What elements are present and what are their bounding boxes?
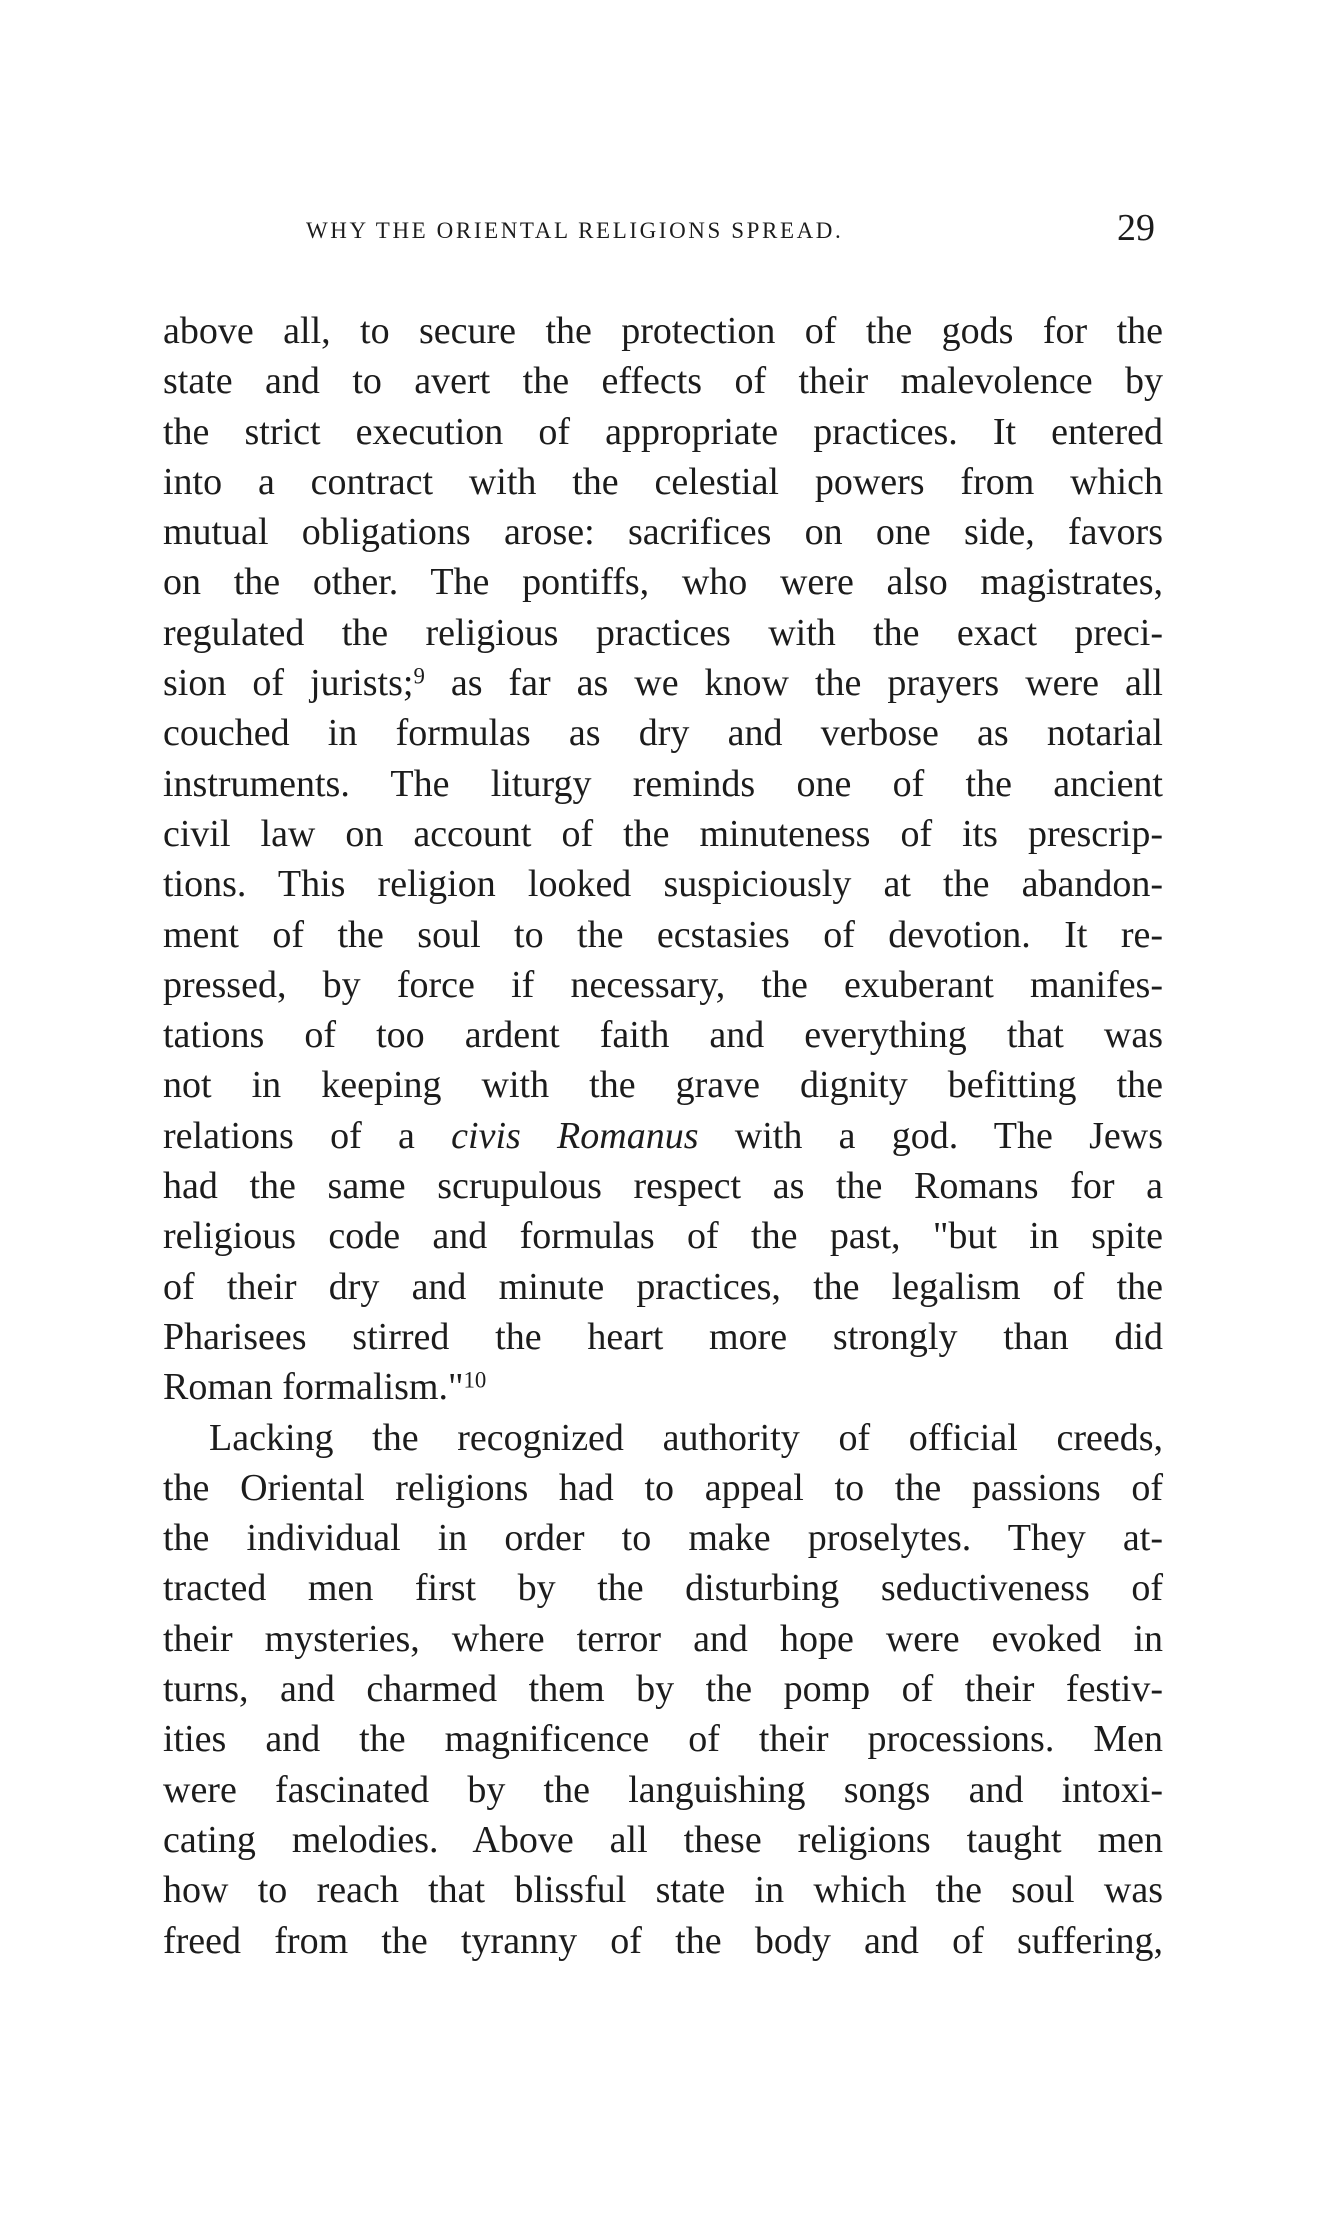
text-line: the individual in order to make proselytes. They at- (163, 1517, 1163, 1560)
text-line: civil law on account of the minuteness of its prescrip- (163, 812, 1163, 855)
page-number: 29 (1117, 207, 1155, 249)
text-line: regulated the religious practices with the exact preci- (163, 611, 1163, 654)
text-line: had the same scrupulous respect as the Romans for a (163, 1165, 1163, 1208)
italic-phrase: civis Romanus (451, 1114, 699, 1157)
text-fragment: as far as we know the prayers were all (424, 662, 1163, 705)
text-line: how to reach that blissful state in which the soul was (163, 1869, 1163, 1912)
running-head: WHY THE ORIENTAL RELIGIONS SPREAD. (306, 218, 844, 243)
body-text (163, 306, 1163, 1966)
text-line: cating melodies. Above all these religions taught men (163, 1818, 1163, 1861)
text-line: not in keeping with the grave dignity befitting the (163, 1064, 1163, 1107)
footnote-ref: 9 (413, 663, 425, 689)
paragraph-2 (163, 1413, 1163, 1966)
text-line: above all, to secure the protection of the gods for the (163, 310, 1163, 352)
text-fragment: with a god. The Jews (698, 1114, 1164, 1157)
paragraph-1 (163, 306, 1163, 1413)
text-line: their mysteries, where terror and hope were evoked in (163, 1617, 1163, 1660)
text-line: were fascinated by the languishing songs and intoxi- (163, 1768, 1163, 1811)
text-line (163, 1111, 1163, 1161)
text-fragment: relations of a (163, 1114, 452, 1157)
text-line: on the other. The pontiffs, who were also magistrates, (163, 561, 1163, 604)
text-line: couched in formulas as dry and verbose as notarial (163, 712, 1163, 755)
text-line: Lacking the recognized authority of official creeds, (209, 1416, 1163, 1459)
text-line: the strict execution of appropriate practices. It entered (163, 410, 1163, 453)
text-line: tions. This religion looked suspiciously at the abandon- (163, 863, 1163, 906)
text-line: ment of the soul to the ecstasies of devotion. It re- (163, 913, 1163, 956)
text-line: Pharisees stirred the heart more strongly than did (163, 1315, 1163, 1358)
text-line: mutual obligations arose: sacrifices on one side, favors (163, 511, 1163, 554)
footnote-ref: 10 (463, 1367, 487, 1393)
text-line: the Oriental religions had to appeal to the passions of (163, 1466, 1163, 1509)
text-fragment: sion of jurists; (163, 662, 414, 705)
text-line (163, 1362, 1163, 1412)
text-line (163, 658, 1163, 708)
text-line: state and to avert the effects of their malevolence by (163, 360, 1163, 403)
text-line: tations of too ardent faith and everything that was (163, 1014, 1163, 1057)
text-line: turns, and charmed them by the pomp of their festiv- (163, 1668, 1163, 1711)
text-fragment: Roman formalism." (163, 1366, 464, 1409)
text-line: freed from the tyranny of the body and of suffering, (163, 1919, 1163, 1962)
text-line: pressed, by force if necessary, the exuberant manifes- (163, 963, 1163, 1006)
text-line: into a contract with the celestial powers from which (163, 460, 1163, 503)
text-line: ities and the magnificence of their processions. Men (163, 1718, 1163, 1761)
text-line: tracted men first by the disturbing seductiveness of (163, 1567, 1163, 1610)
text-line: religious code and formulas of the past, "but in spite (163, 1215, 1163, 1258)
text-line: instruments. The liturgy reminds one of the ancient (163, 762, 1163, 805)
text-line: of their dry and minute practices, the legalism of the (163, 1265, 1163, 1308)
